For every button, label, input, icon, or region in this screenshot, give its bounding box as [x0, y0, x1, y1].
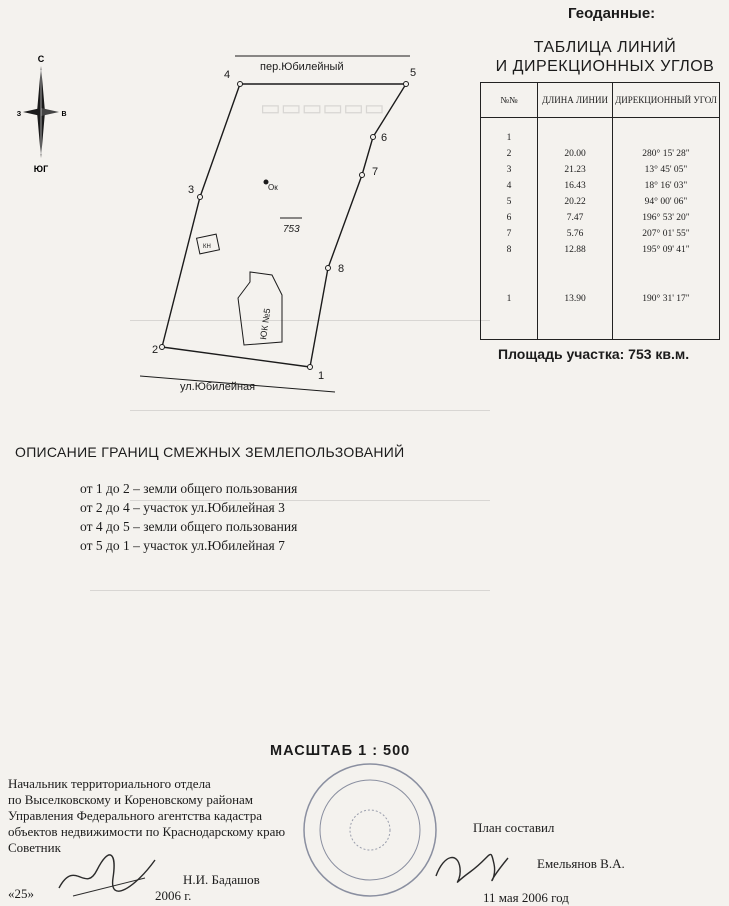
lines-table: [480, 82, 720, 340]
column-header-length: ДЛИНА ЛИНИИ: [538, 83, 613, 118]
signatory-signature: [55, 848, 165, 900]
compass-west-label: З: [16, 111, 22, 118]
table-cell-angle: 207° 01' 55": [613, 226, 720, 242]
table-cell-angle: 190° 31' 17": [613, 258, 720, 340]
boundary-point-label: 6: [381, 132, 388, 144]
building-main-label: ЮК №5: [258, 307, 273, 341]
table-cell-length: 12.88: [538, 242, 613, 258]
adjacent-item: от 5 до 1 – участок ул.Юбилейная 7: [80, 538, 285, 553]
compass-south-label: ЮГ: [33, 164, 49, 174]
table-row: [481, 162, 720, 178]
boundary-point-label: 5: [410, 67, 417, 79]
street-label-top: пер.Юбилейный: [260, 61, 344, 73]
table-cell-length: 21.23: [538, 162, 613, 178]
boundary-point-marker: [160, 345, 165, 350]
adjacent-item: от 2 до 4 – участок ул.Юбилейная 3: [80, 500, 285, 515]
table-cell-length: 5.76: [538, 226, 613, 242]
boundary-point-label: 7: [372, 166, 379, 178]
compass-east-label: В: [61, 111, 67, 118]
compass-rose: [10, 50, 72, 180]
plot-area-label: Площадь участка: 753 кв.м.: [498, 346, 690, 362]
boundary-point-label: 4: [224, 69, 231, 81]
column-header-number: №№: [481, 83, 538, 118]
boundary-point-marker: [326, 266, 331, 271]
table-cell-angle: 13° 45' 05": [613, 162, 720, 178]
signatory-date-day: «25»: [8, 886, 34, 901]
lines-table-title-line1: ТАБЛИЦА ЛИНИЙ: [533, 39, 677, 56]
boundary-point-marker: [360, 173, 365, 178]
boundary-point-label: 3: [188, 184, 195, 196]
signatory-line: Начальник территориального отдела: [8, 776, 211, 791]
lines-table-title: [470, 38, 729, 76]
compass-arrow-west-icon: [23, 108, 41, 116]
table-cell-num: 3: [481, 162, 538, 178]
table-row: [481, 178, 720, 194]
table-row: [481, 258, 720, 340]
column-header-angle: ДИРЕКЦИОННЫЙ УГОЛ: [613, 83, 720, 118]
table-cell-num: 7: [481, 226, 538, 242]
tree-marker-label: Ок: [268, 183, 278, 192]
table-cell-angle: 196° 53' 20": [613, 210, 720, 226]
building-small-label: КН: [203, 244, 211, 250]
table-cell-length: 7.47: [538, 210, 613, 226]
boundary-point-label: 1: [318, 370, 325, 382]
plot-area-number: 753: [283, 224, 300, 235]
table-cell-angle: 280° 15' 28": [613, 146, 720, 162]
table-cell-angle: 18° 16' 03": [613, 178, 720, 194]
adjacent-boundaries-title: ОПИСАНИЕ ГРАНИЦ СМЕЖНЫХ ЗЕМЛЕПОЛЬЗОВАНИЙ: [15, 444, 405, 460]
table-cell-num: 2: [481, 146, 538, 162]
table-cell-length: 20.00: [538, 146, 613, 162]
table-cell-angle: 94° 00' 06": [613, 194, 720, 210]
table-cell-angle: 195° 09' 41": [613, 242, 720, 258]
compiler-date: 11 мая 2006 год: [483, 890, 569, 905]
scale-label: МАСШТАБ 1 : 500: [270, 743, 411, 759]
boundary-point-marker: [238, 82, 243, 87]
adjacent-item: от 4 до 5 – земли общего пользования: [80, 519, 298, 534]
table-row: [481, 130, 720, 146]
table-cell-length: 20.22: [538, 194, 613, 210]
table-cell-angle: [613, 130, 720, 146]
boundary-point-label: 8: [338, 263, 345, 275]
table-cell-num: 1: [481, 130, 538, 146]
compass-north-label: С: [37, 54, 45, 64]
boundary-point-marker: [198, 195, 203, 200]
boundary-point-marker: [371, 135, 376, 140]
table-cell-length: 13.90: [538, 258, 613, 340]
signatory-line: Советник: [8, 840, 61, 855]
compass-arrow-east-icon: [41, 108, 59, 116]
boundary-point-marker: [404, 82, 409, 87]
table-cell-num: 8: [481, 242, 538, 258]
street-label-bottom: ул.Юбилейная: [180, 381, 256, 393]
signatory-line: объектов недвижимости по Краснодарскому краю: [8, 824, 286, 839]
table-row: [481, 194, 720, 210]
table-cell-length: 16.43: [538, 178, 613, 194]
table-cell-num: 5: [481, 194, 538, 210]
compiler-name: Емельянов В.А.: [537, 856, 625, 871]
boundary-point-label: 2: [152, 344, 159, 356]
official-seal-stamp: [300, 760, 440, 900]
site-plan-drawing: [140, 50, 440, 395]
table-row: [481, 210, 720, 226]
lines-table-title-line2: И ДИРЕКЦИОННЫХ УГЛОВ: [495, 58, 715, 75]
geodata-title: Геоданные:: [568, 5, 656, 22]
table-cell-num: 4: [481, 178, 538, 194]
signatory-date-year: 2006 г.: [155, 888, 192, 903]
table-cell-num: 6: [481, 210, 538, 226]
compiler-label: План составил: [473, 820, 555, 835]
table-row: [481, 242, 720, 258]
compiler-signature: [430, 836, 515, 894]
table-row: [481, 226, 720, 242]
background-bleed-through: ▭▭▭▭▭▭: [90, 90, 490, 690]
signatory-line: Управления Федерального агентства кадастра: [8, 808, 263, 823]
signatory-line: по Выселковскому и Кореновскому районам: [8, 792, 254, 807]
adjacent-item: от 1 до 2 – земли общего пользования: [80, 481, 298, 496]
boundary-point-marker: [308, 365, 313, 370]
table-cell-num: 1: [481, 258, 538, 340]
table-cell-length: [538, 130, 613, 146]
signatory-name: Н.И. Бадашов: [183, 872, 260, 887]
signatory-title: [8, 776, 285, 856]
table-row: [481, 146, 720, 162]
